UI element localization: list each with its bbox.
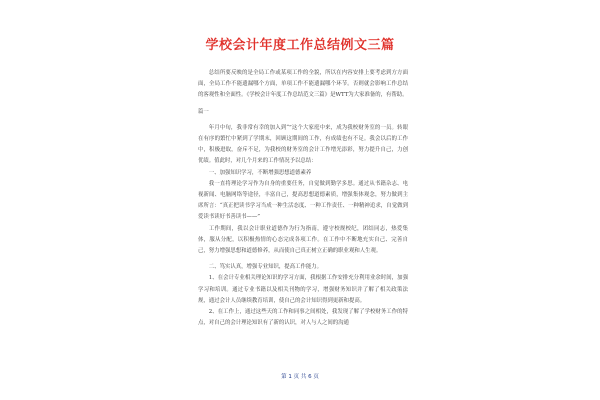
section-heading: 一、加强知识学习，不断增强思想道德素养: [208, 169, 312, 176]
body-paragraph: 年月中旬，我非常有幸的加入到“”这个大家庭中来，成为我校财务室的一员。转眼在有序的繁忙中紧到了学期末，回顾这期间的工作，有成绩也有不足。我会以后的工作中，积极进取，奋斥不足，为我校的财务室的会计工作增光添彩，努力提升自己，力创优绩。值此时，对几个月来的工作情况予以总结：: [198, 124, 408, 165]
intro-paragraph: 总结所要反映的是全局工作或某项工作的全貌，所以在内容安排上要考虑到方方面面，全局工作不能遗漏哪个方面，单项工作不能遗漏哪个环节。否则就会影响工作总结的客观性和全面性。《学校会计年度工作总结范文三篇》是WTT为大家准备的，有帮助。: [198, 70, 408, 99]
body-paragraph: 工作期间，我以会计职业道德作为行为指南，遵守校规校纪，团结同志，热爱集体，服从分配，以积极热情的心态完成各项工作。在工作中不断地充实自己、完善自己，努力增强思想和道德修养，从而使自己真正树立正确的职业观和人生观。: [198, 225, 408, 255]
section-heading: 二、笃实认真，增强专业知识，提高工作能力。: [208, 264, 323, 271]
body-paragraph: 1、在会计专业相关理论知识的学习方面，我根据工作安排充分利用业余时间，加强学习和培训。通过专业书籍以及相关刊物的学习，增强财务知识并了解了相关政策法规，通过会计人员继续教育培训，使自己的会计知识得到更新和提高。: [198, 275, 408, 304]
document-title: 学校会计年度工作总结例文三篇: [205, 38, 395, 53]
section-label: 篇一: [198, 108, 209, 115]
document-body: [198, 68, 408, 329]
body-paragraph: 我一直将理论学习作为自身的重要任务，自觉做到勤学多思。通过从书籍杂志、电视新闻、电脑网络等途径，丰富自己，提高思想道德素质，增强集体观念，努力做到主席所言：“真正把读书学习当成一种生活态度、一种工作责任、一种精神追求，自觉做到爱读书读好书善读书——”: [198, 180, 408, 221]
page-number-footer: 第 1 页 共 6 页: [281, 374, 319, 380]
body-paragraph: 2、在工作上，通过这些天的工作和同事之间相处，我发现了解了学校财务工作的特点，对自己的会计理论知识有了新的认识，对人与人之间的沟通: [198, 309, 408, 327]
